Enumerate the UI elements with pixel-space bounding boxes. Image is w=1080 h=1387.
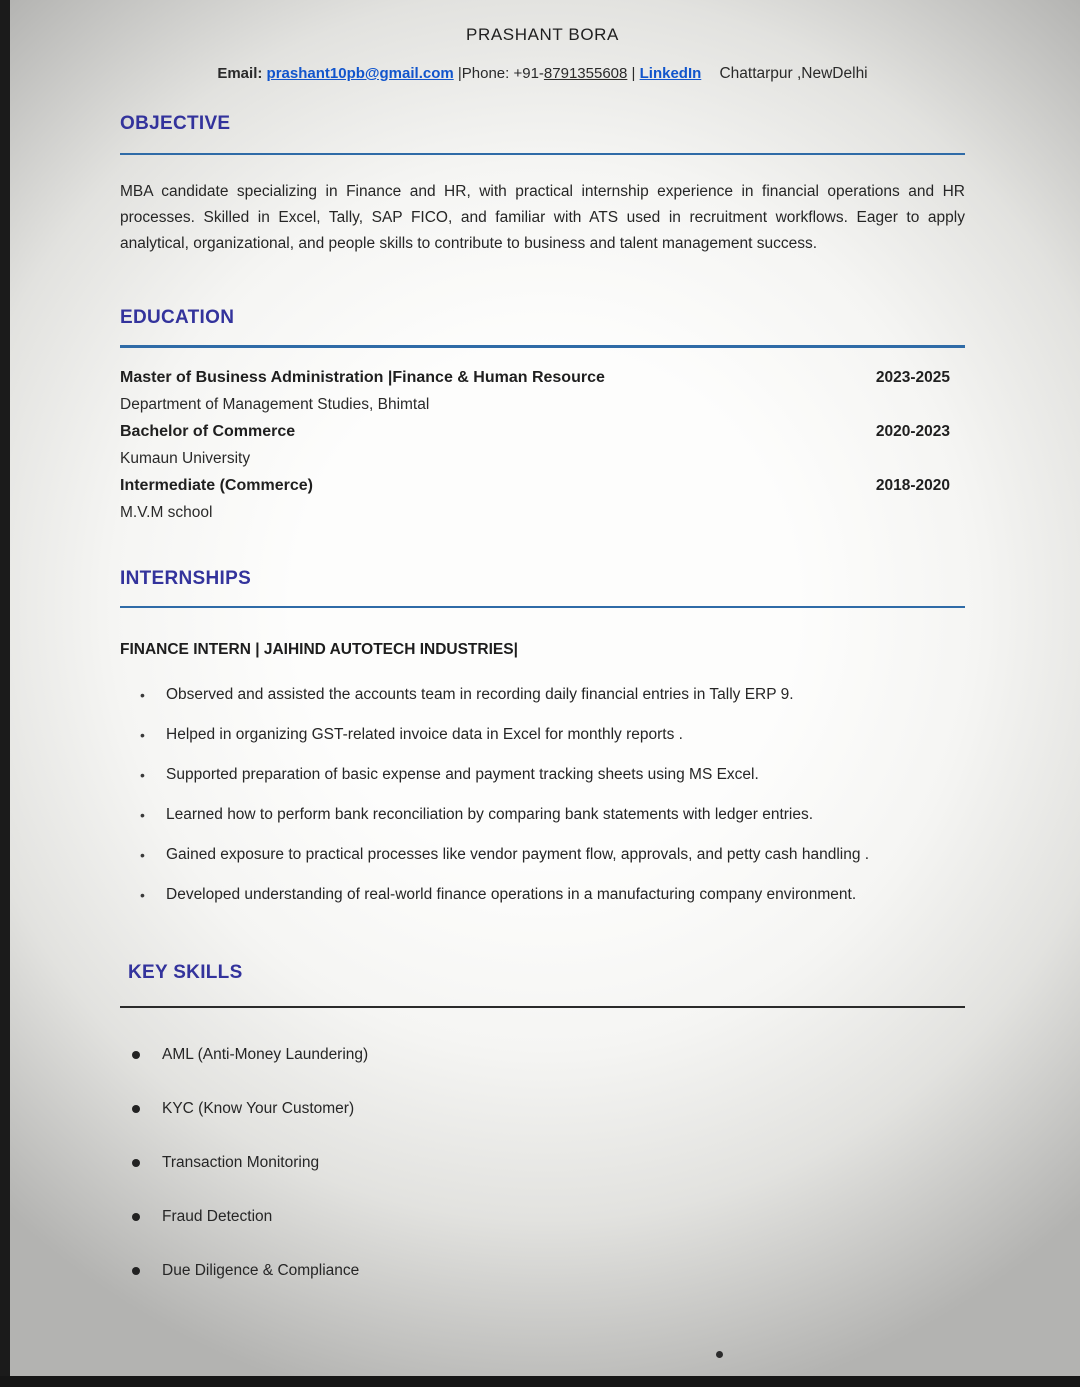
degree-institution: Kumaun University <box>120 450 251 467</box>
internship-bullet: • Gained exposure to practical processes like vendor payment flow, approvals, and petty cash handling . <box>120 844 965 866</box>
degree-institution: M.V.M school <box>120 504 213 521</box>
pipe-separator: | <box>631 65 636 82</box>
education-entry <box>120 418 965 445</box>
key-skills-section <box>120 962 965 1282</box>
objective-section <box>120 113 965 257</box>
internship-bullet: • Observed and assisted the accounts team in recording daily financial entries in Tally ERP 9. <box>120 684 965 706</box>
internship-bullet: • Helped in organizing GST-related invoice data in Excel for monthly reports . <box>120 724 965 746</box>
degree-institution: Department of Management Studies, Bhimtal <box>120 396 430 413</box>
phone-number: 8791355608 <box>543 65 628 82</box>
education-list <box>120 364 965 526</box>
skill-item: KYC (Know Your Customer) <box>120 1098 965 1120</box>
internship-bullet: • Supported preparation of basic expense and payment tracking sheets using MS Excel. <box>120 764 965 786</box>
internships-divider <box>120 606 965 608</box>
objective-text: MBA candidate specializing in Finance and HR, with practical internship experience in financial operations and HR processes. Skilled in Excel, Tally, SAP FICO, and familiar with ATS used in recruitment workflows. Eager to apply analytical, organizational, and people skills to contribute to business and talent management success. <box>120 183 965 252</box>
internship-bullet: • Learned how to perform bank reconciliation by comparing bank statements with ledger entries. <box>120 804 965 826</box>
internship-role-title: FINANCE INTERN | JAIHIND AUTOTECH INDUSTRIES| <box>120 641 518 658</box>
key-skills-heading: KEY SKILLS <box>128 962 243 983</box>
candidate-name: PRASHANT BORA <box>466 25 619 44</box>
skill-list <box>120 1044 965 1282</box>
objective-divider <box>120 153 965 155</box>
skill-item: Fraud Detection <box>120 1206 965 1228</box>
email-label: Email: <box>217 65 263 82</box>
education-divider <box>120 345 965 348</box>
stray-bullet-dot <box>716 1351 723 1358</box>
objective-heading: OBJECTIVE <box>120 113 231 134</box>
degree-title: Bachelor of Commerce <box>120 423 296 440</box>
resume-page <box>10 0 1080 1376</box>
degree-title: Master of Business Administration |Finance & Human Resource <box>120 369 605 386</box>
internships-section <box>120 568 965 906</box>
page-content <box>10 0 1080 1376</box>
location-text: Chattarpur ,NewDelhi <box>719 65 868 82</box>
degree-dates: 2018-2020 <box>875 477 950 494</box>
skill-item: Due Diligence & Compliance <box>120 1260 965 1282</box>
contact-line <box>120 64 965 83</box>
bottom-edge-strip <box>0 1376 1080 1387</box>
phone-label: |Phone: +91- <box>457 65 544 82</box>
education-section <box>120 307 965 526</box>
education-heading: EDUCATION <box>120 307 235 328</box>
left-edge-strip <box>0 0 10 1387</box>
skill-item: Transaction Monitoring <box>120 1152 965 1174</box>
internship-bullet: • Developed understanding of real-world finance operations in a manufacturing company environment. <box>120 884 965 906</box>
email-link[interactable]: prashant10pb@gmail.com <box>266 65 454 82</box>
degree-dates: 2020-2023 <box>875 423 950 440</box>
skill-item: AML (Anti-Money Laundering) <box>120 1044 965 1066</box>
degree-dates: 2023-2025 <box>875 369 950 386</box>
internships-heading: INTERNSHIPS <box>120 568 252 589</box>
linkedin-link[interactable]: LinkedIn <box>639 65 702 82</box>
education-entry <box>120 364 965 391</box>
key-skills-divider <box>120 1006 965 1008</box>
degree-title: Intermediate (Commerce) <box>120 477 313 494</box>
education-entry <box>120 472 965 499</box>
internship-bullet-list <box>120 684 965 906</box>
